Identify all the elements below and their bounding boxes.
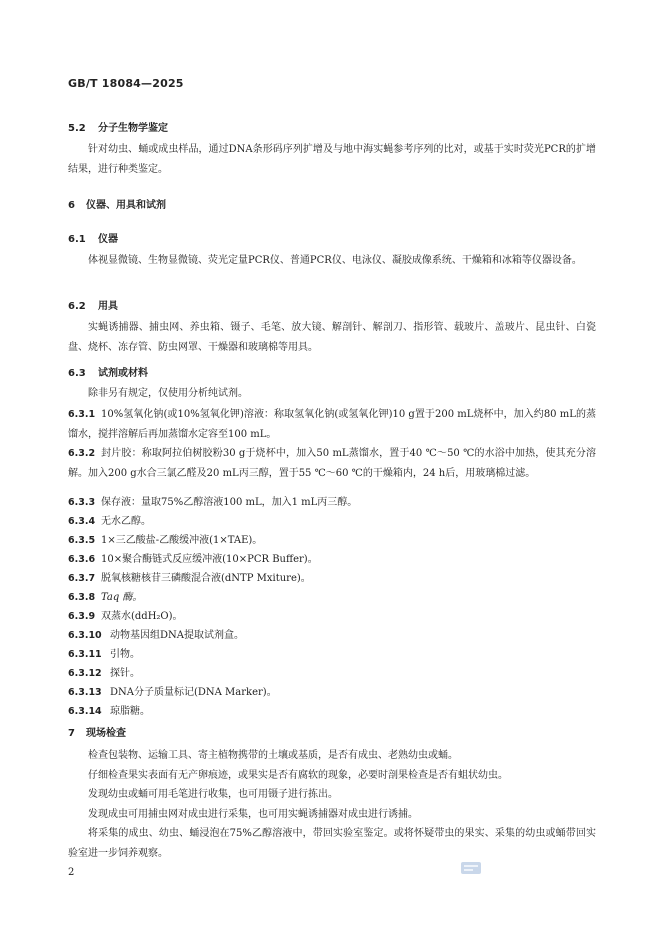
- list-item: [68, 588, 596, 608]
- section-6-2-heading: [68, 297, 118, 312]
- section-5-2-heading: [68, 119, 168, 134]
- paragraph: 检查包装物、运输工具、寄主植物携带的土壤或基质，是否有成虫、老熟幼虫或蛹。: [88, 750, 458, 761]
- section-number: 6.3: [68, 368, 86, 379]
- section-6-3-intro: [68, 384, 596, 404]
- section-number: 7: [68, 728, 75, 739]
- paragraph: 除非另有规定，仅使用分析纯试剂。: [88, 388, 248, 399]
- item-number: 6.3.12: [68, 668, 102, 679]
- section-number: 6: [68, 200, 75, 211]
- paragraph: 仔细检查果实表面有无产卵痕迹，或果实是否有腐软的现象，必要时剖果检查是否有蛆状幼虫。: [88, 769, 508, 781]
- item-text: 10%氢氧化钠(或10%氢氧化钾)溶液：称取氢氧化钠(或氢氧化钾)10 g置于200 mL烧杯中，加入约80 mL的蒸馏水，搅拌溶解后再加蒸馏水定容至100 mL。: [68, 409, 596, 440]
- item-number: 6.3.6: [68, 554, 96, 565]
- item-number: 6.3.5: [68, 535, 96, 546]
- item-text: 探针。: [110, 668, 140, 679]
- paragraph: 发现幼虫或蛹可用毛笔进行收集，也可用镊子进行拣出。: [88, 789, 338, 800]
- item-number: 6.3.2: [68, 448, 96, 459]
- list-item: [68, 626, 596, 646]
- list-item: [68, 683, 596, 703]
- item-number: 6.3.14: [68, 706, 102, 717]
- list-item: [68, 569, 596, 589]
- paragraph: 实蝇诱捕器、捕虫网、养虫箱、镊子、毛笔、放大镜、解剖针、解剖刀、指形管、载玻片、盖玻片、昆虫针、白瓷盘、烧杯、冻存管、防虫网罩、干燥器和玻璃棉等用具。: [68, 322, 596, 353]
- section-title: 现场检查: [86, 728, 126, 739]
- item-number: 6.3.4: [68, 516, 96, 527]
- item-text: 10×聚合酶链式反应缓冲液(10×PCR Buffer)。: [101, 554, 318, 565]
- item-text: 脱氧核糖核苷三磷酸混合液(dNTP Mxiture)。: [101, 573, 311, 584]
- item-text: 琼脂糖。: [110, 706, 150, 717]
- item-number: 6.3.11: [68, 649, 102, 660]
- list-item: [68, 444, 596, 483]
- section-title: 用具: [98, 301, 118, 312]
- item-number: 6.3.1: [68, 409, 96, 420]
- section-7-heading: [68, 724, 126, 739]
- paragraph: 发现成虫可用捕虫网对成虫进行采集，也可用实蝇诱捕器对成虫进行诱捕。: [88, 808, 418, 820]
- section-6-1-body: [68, 251, 596, 271]
- paragraph: 体视显微镜、生物显微镜、荧光定量PCR仪、普通PCR仪、电泳仪、凝胶成像系统、干燥箱和冰箱等仪器设备。: [88, 255, 582, 266]
- section-6-2-body: [68, 318, 596, 357]
- section-5-2-body: [68, 140, 596, 179]
- section-title: 仪器、用具和试剂: [86, 200, 166, 211]
- item-text: 引物。: [110, 649, 140, 660]
- item-text: 动物基因组DNA提取试剂盒。: [110, 630, 244, 641]
- list-item: [68, 512, 596, 532]
- section-6-1-heading: [68, 230, 118, 245]
- paragraph: 针对幼虫、蛹或成虫样品，通过DNA条形码序列扩增及与地中海实蝇参考序列的比对，或基于实时荧光PCR的扩增结果，进行种类鉴定。: [68, 144, 596, 175]
- item-text: 双蒸水(ddH₂O)。: [101, 611, 183, 622]
- standard-code-header: GB/T 18084—2025: [68, 77, 184, 90]
- section-number: 5.2: [68, 123, 86, 134]
- section-title: 试剂或材料: [98, 368, 148, 379]
- list-item: [68, 550, 596, 570]
- paragraph: 将采集的成虫、幼虫、蛹浸泡在75%乙醇溶液中，带回实验室鉴定。或将怀疑带虫的果实、采集的幼虫或蛹带回实验室进一步饲养观察。: [68, 828, 596, 859]
- page-number: 2: [68, 867, 75, 878]
- item-number: 6.3.13: [68, 687, 102, 698]
- list-item: [68, 493, 596, 513]
- list-item: [68, 664, 596, 684]
- item-number: 6.3.3: [68, 497, 96, 508]
- section-number: 6.1: [68, 234, 86, 245]
- item-text: 封片胶：称取阿拉伯树胶粉30 g于烧杯中，加入50 mL蒸馏水，置于40 ℃～50 ℃的水浴中加热，使其充分溶解。加入200 g水合三氯乙醛及20 mL丙三醇，置于55 ℃～60 ℃的干燥箱内，24 h后，用玻璃棉过滤。: [68, 448, 596, 479]
- section-number: 6.2: [68, 301, 86, 312]
- list-item: [68, 531, 596, 551]
- section-title: 分子生物学鉴定: [98, 123, 168, 134]
- item-text: 1×三乙酸盐-乙酸缓冲液(1×TAE)。: [101, 535, 263, 546]
- section-7-body: [68, 746, 596, 863]
- item-number: 6.3.9: [68, 611, 96, 622]
- item-number: 6.3.10: [68, 630, 102, 641]
- list-item: [68, 645, 596, 665]
- list-item: [68, 405, 596, 444]
- list-item: [68, 607, 596, 627]
- item-text: 无水乙醇。: [101, 516, 151, 527]
- section-6-heading: [68, 196, 166, 211]
- item-text: Taq 酶。: [101, 592, 143, 603]
- item-text: DNA分子质量标记(DNA Marker)。: [110, 687, 277, 698]
- section-title: 仪器: [98, 234, 118, 245]
- publisher-mark-icon: [461, 862, 481, 874]
- item-number: 6.3.8: [68, 592, 96, 603]
- item-text: 保存液：量取75%乙醇溶液100 mL，加入1 mL丙三醇。: [101, 497, 358, 508]
- list-item: [68, 702, 596, 722]
- item-number: 6.3.7: [68, 573, 96, 584]
- section-6-3-heading: [68, 364, 148, 379]
